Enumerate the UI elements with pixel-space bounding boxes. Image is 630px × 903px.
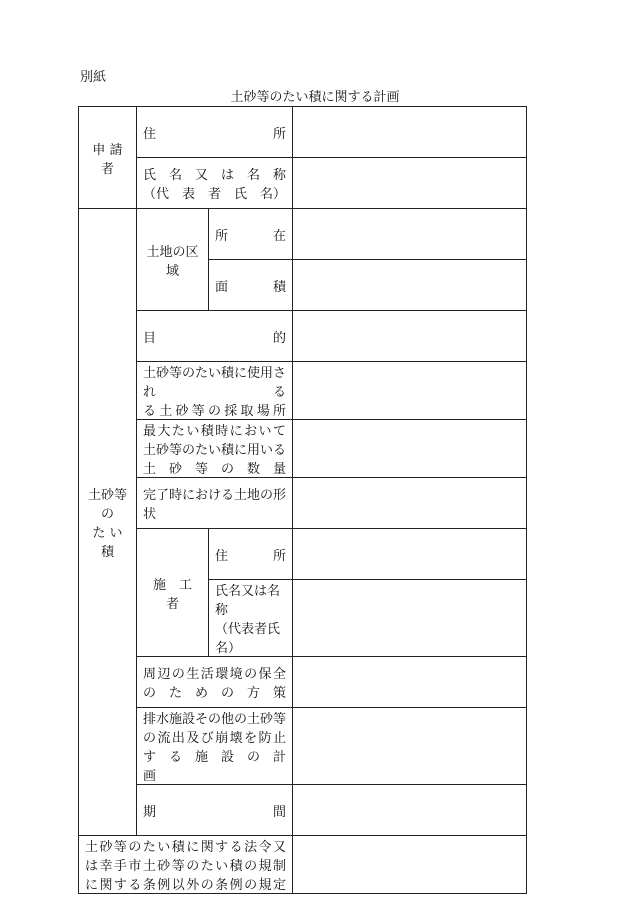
contractor-name-field[interactable] bbox=[293, 580, 527, 657]
drainage-label: 排水施設その他の土砂等 の流出及び崩壊を防止 す る 施 設 の 計 画 bbox=[137, 708, 293, 785]
area-label: 面 積 bbox=[209, 260, 293, 311]
environment-row bbox=[79, 657, 527, 708]
location-row bbox=[79, 209, 527, 260]
applicant-name-field[interactable] bbox=[293, 158, 527, 209]
location-label: 所 在 bbox=[209, 209, 293, 260]
land-area-label: 土地の区域 bbox=[137, 209, 209, 311]
contractor-address-label: 住 所 bbox=[209, 529, 293, 580]
drainage-field[interactable] bbox=[293, 708, 527, 785]
environment-field[interactable] bbox=[293, 657, 527, 708]
law-field[interactable] bbox=[293, 836, 527, 894]
max-volume-label: 最大たい積時において 土砂等のたい積に用いる 土 砂 等 の 数 量 bbox=[137, 420, 293, 478]
environment-label: 周辺の生活環境の保全 の た め の 方 策 bbox=[137, 657, 293, 708]
contractor-address-row bbox=[79, 529, 527, 580]
source-label: 土砂等のたい積に使用される る土砂等の採取場所 bbox=[137, 362, 293, 420]
completion-shape-row bbox=[79, 478, 527, 529]
drainage-row bbox=[79, 708, 527, 785]
contractor-name-label: 氏名又は名称 （代表者氏名） bbox=[209, 580, 293, 657]
page-title: 土砂等のたい積に関する計画 bbox=[230, 90, 400, 105]
applicant-address-row bbox=[79, 107, 527, 158]
purpose-label: 目 的 bbox=[137, 311, 293, 362]
completion-shape-field[interactable] bbox=[293, 478, 527, 529]
location-field[interactable] bbox=[293, 209, 527, 260]
applicant-address-field[interactable] bbox=[293, 107, 527, 158]
period-row bbox=[79, 785, 527, 836]
applicant-name-label: 氏 名 又 は 名 称 （代 表 者 氏 名） bbox=[137, 158, 293, 209]
completion-shape-label: 完了時における土地の形状 bbox=[137, 478, 293, 529]
area-field[interactable] bbox=[293, 260, 527, 311]
purpose-field[interactable] bbox=[293, 311, 527, 362]
deposit-group-label: 土砂等の た い 積 bbox=[79, 209, 137, 836]
contractor-label: 施 工 者 bbox=[137, 529, 209, 657]
period-field[interactable] bbox=[293, 785, 527, 836]
applicant-address-label: 住 所 bbox=[137, 107, 293, 158]
max-volume-row bbox=[79, 420, 527, 478]
purpose-row bbox=[79, 311, 527, 362]
plan-form-table bbox=[78, 106, 527, 894]
contractor-address-field[interactable] bbox=[293, 529, 527, 580]
law-label: 土砂等のたい積に関する法令又 は幸手市土砂等のたい積の規制 に関する条例以外の条例の規定 bbox=[79, 836, 293, 894]
max-volume-field[interactable] bbox=[293, 420, 527, 478]
period-label: 期 間 bbox=[137, 785, 293, 836]
applicant-name-row bbox=[79, 158, 527, 209]
applicant-group-label: 申 請 者 bbox=[79, 107, 137, 209]
source-row bbox=[79, 362, 527, 420]
source-field[interactable] bbox=[293, 362, 527, 420]
law-row bbox=[79, 836, 527, 894]
attachment-label: 別紙 bbox=[80, 70, 107, 85]
